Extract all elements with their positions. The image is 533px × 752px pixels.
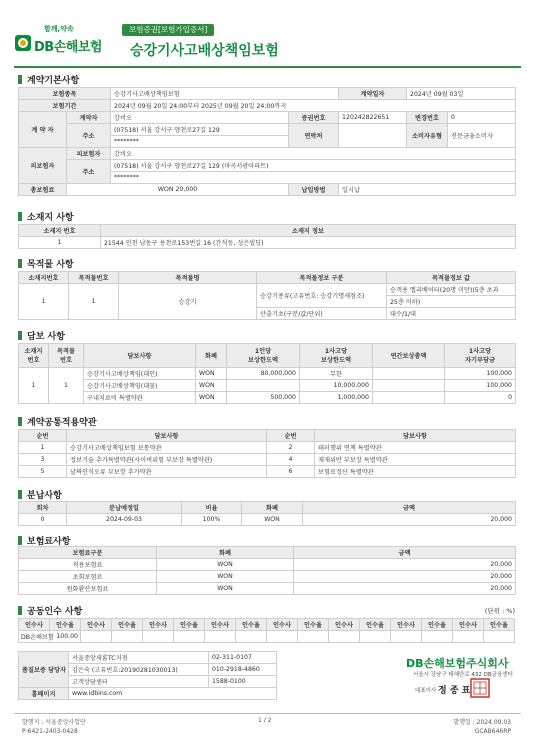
section-marker-icon <box>18 75 22 84</box>
footer-divider <box>14 713 521 714</box>
change-no-value: 0 <box>448 112 516 124</box>
coinsurer-header: 인수사 <box>205 619 236 631</box>
coinsurance-rate-header: 인수율 <box>484 619 515 631</box>
page-number: 1 / 2 <box>258 717 272 724</box>
coinsurance-table <box>18 618 515 643</box>
section-title-contract: 계약기본사항 <box>18 73 79 86</box>
coinsurance-rate <box>360 631 391 643</box>
center-name: 고객상담센터 <box>69 676 209 688</box>
coinsurer-header: 인수사 <box>81 619 112 631</box>
table-row <box>19 631 515 643</box>
section-title-installment: 분납사항 <box>18 488 62 501</box>
section-title-location: 소재지 사항 <box>18 210 74 223</box>
section-title-objects: 목적물 사항 <box>18 257 74 270</box>
contact-label: 품질보증 담당자 <box>19 652 69 688</box>
product-value: 승강기사고배상책임보험 <box>111 88 339 100</box>
clauses-table: 순번 담보사항 순번 담보사항 1 승강기사고배상책임보험 보통약관 2 테러행위 면책 특별약관 3 정보기술 추가특별약관(사이버위험 부보장 특별약관) 4 제재위반 부보장 특별약관 5 날짜인식오류 부보장 추가약관 6 보험료정산 특별약관 <box>18 429 516 478</box>
contractor-address-label: 주소 <box>67 124 111 148</box>
table-row: 1 21544 인천 남동구 용천로153번길 16 (간석동, 성은빌딩) <box>19 237 516 249</box>
coinsurer-header: 인수사 <box>391 619 422 631</box>
contract-table <box>18 87 516 196</box>
coinsurer-header: 인수사 <box>143 619 174 631</box>
coinsurer-name <box>329 631 360 643</box>
coinsurance-rate-header: 인수율 <box>174 619 205 631</box>
coinsurance-rate-header: 인수율 <box>50 619 81 631</box>
coinsurance-rate <box>298 631 329 643</box>
payment-label: 납입방법 <box>289 184 339 196</box>
coinsurer-header: 인수사 <box>19 619 50 631</box>
homepage-label: 홈페이지 <box>19 688 69 700</box>
coinsurer-name <box>81 631 112 643</box>
coinsurance-rate-header: 인수율 <box>422 619 453 631</box>
company-seal-icon <box>470 678 490 698</box>
payment-value: 일시납 <box>339 184 516 196</box>
insured-label: 피보험자 <box>19 148 67 184</box>
contractor-label: 계약자 <box>67 112 111 124</box>
issue-date: 발행일 : 2024.09.03 <box>453 719 511 726</box>
coinsurance-rate <box>174 631 205 643</box>
contract-date-label: 계약일자 <box>339 88 407 100</box>
coinsurance-rate: 100.00 <box>50 631 81 643</box>
company-name: DB손해보험주식회사 <box>406 657 509 670</box>
premium-label: 총보험료 <box>19 184 67 196</box>
section-marker-icon <box>18 259 22 268</box>
logo-tagline: 함께,약속 <box>44 25 74 33</box>
table-row: 0 2024-09-03 100% WON 20,000 <box>19 514 516 526</box>
form-code-right: GCAB646RP <box>474 728 511 735</box>
section-marker-icon <box>18 490 22 499</box>
coinsurer-name <box>267 631 298 643</box>
installment-table: 회차 분납예정일 비율 화폐 금액 0 2024-09-03 100% WON 20,000 <box>18 501 516 526</box>
location-header-info: 소재지 정보 <box>101 225 516 237</box>
ceo-name: 정 종 표 <box>438 686 471 696</box>
policyholder-label: 계 약 자 <box>19 112 67 148</box>
premium-table: 보험료구분 화폐 금액 적용보험료 WON 20,000 초회보험료 WON 20,000 원화환산보험료 WON 20,000 <box>18 546 516 595</box>
coinsurer-header: 인수사 <box>267 619 298 631</box>
section-title-premium: 보험료사항 <box>18 534 70 547</box>
company-address: 서울시 강남구 테헤란로 432 DB금융센터 <box>413 672 513 678</box>
homepage-link[interactable]: www.idbins.com <box>69 688 277 700</box>
coinsurance-rate <box>422 631 453 643</box>
table-row: 초회보험료 WON 20,000 <box>19 571 516 583</box>
consumer-type-value: 전문금융소비자 <box>448 124 516 148</box>
table-row: 적용보험료 WON 20,000 <box>19 559 516 571</box>
section-marker-icon <box>18 606 22 615</box>
section-title-coverage: 담보 사항 <box>18 329 65 342</box>
cert-no-value: 120242822651 <box>339 112 407 124</box>
coinsurance-rate <box>112 631 143 643</box>
premium-value: WON 20,000 <box>67 184 289 196</box>
table-row: 5 날짜인식오류 부보장 추가약관 6 보험료정산 특별약관 <box>19 466 516 478</box>
insured-address: (07518) 서울 강서구 양천로27길 129 (마곡서광아파트) <box>111 160 516 172</box>
contract-date-value: 2024년 09월 03일 <box>407 88 516 100</box>
contact-label: 연락처 <box>289 124 339 148</box>
office-tel: 02-311-0107 <box>209 652 277 664</box>
table-row: 원화환산보험료 WON 20,000 <box>19 583 516 595</box>
coinsurance-rate-header: 인수율 <box>360 619 391 631</box>
document-type-badge: 보험증권[보험가입증서] <box>122 24 214 36</box>
location-header-no: 소재지 번호 <box>19 225 101 237</box>
agent-name: 김은숙 (고유번호:20190281030013) <box>69 664 209 676</box>
cert-no-label: 증권번호 <box>289 112 339 124</box>
document-header <box>0 0 533 68</box>
form-code-left: P-6421-2403-0428 <box>22 728 78 735</box>
contractor-masked: ******** <box>111 136 289 148</box>
ceo-label: 대표이사 <box>415 688 437 694</box>
coinsurer-header: 인수사 <box>453 619 484 631</box>
product-label: 보험종목 <box>19 88 111 100</box>
center-tel: 1588-0100 <box>209 676 277 688</box>
period-value: 2024년 09월 20일 24:00부터 2025년 09월 20일 24:00까지 <box>111 100 516 112</box>
insured-value: 강비오 <box>111 148 516 160</box>
contact-value <box>339 124 407 148</box>
table-row: 1 승강기사고배상책임보험 보통약관 2 테러행위 면책 특별약관 <box>19 442 516 454</box>
contact-box <box>18 651 515 708</box>
insured-masked: ******** <box>111 172 516 184</box>
section-title-clauses: 계약공통적용약관 <box>18 415 97 428</box>
contractor-value: 강비오 <box>111 112 289 124</box>
consumer-type-label: 소비자유형 <box>407 124 448 148</box>
coinsurer-name <box>205 631 236 643</box>
table-row: 구내치료비 특별약관 WON 500,000 1,000,000 0 <box>19 392 516 404</box>
coinsurance-unit: (단위 : %) <box>484 607 515 615</box>
issuer: 발행지 : 서울중앙사업단 <box>22 719 86 726</box>
location-table <box>18 224 516 249</box>
insured-sub-label: 피보험자 <box>67 148 111 160</box>
coinsurer-name: DB손해보험 <box>19 631 50 643</box>
coinsurance-rate-header: 인수율 <box>112 619 143 631</box>
coinsurance-rate <box>236 631 267 643</box>
section-marker-icon <box>18 536 22 545</box>
db-logo-icon <box>14 34 32 52</box>
contractor-address: (07518) 서울 강서구 양천로27길 129 <box>111 124 289 136</box>
section-marker-icon <box>18 331 22 340</box>
coinsurance-rate-header: 인수율 <box>298 619 329 631</box>
coverage-table: 소재지 번호 목적물 번호 담보사항 화폐 1인당 보상한도액 1사고당 보상한도액 연간보상총액 1사고당 자기부담금 1 1 승강기사고배상책임(대인) WON 80,000,000 무한 100,000 승강기사고배상책임(대물) WON 10,000,000 100,000 구내치료비 특별약관 WON 500,000 1,000,000 0 <box>18 343 516 404</box>
logo-name: DB손해보험 <box>34 40 102 55</box>
coinsurance-rate <box>484 631 515 643</box>
change-no-label: 변경번호 <box>407 112 448 124</box>
table-row: 승강기사고배상책임(대물) WON 10,000,000 100,000 <box>19 380 516 392</box>
section-title-coinsurance: 공동인수 사항 <box>18 604 82 617</box>
contact-table <box>18 651 277 700</box>
office-name: 서울중앙새롬TC지점 <box>69 652 209 664</box>
coinsurer-name <box>453 631 484 643</box>
document-title: 승강기사고배상책임보험 <box>130 43 279 59</box>
section-marker-icon <box>18 417 22 426</box>
coinsurer-name <box>391 631 422 643</box>
table-row: 1 1 승강기사고배상책임(대인) WON 80,000,000 무한 100,000 <box>19 368 516 380</box>
insured-address-label: 주소 <box>67 160 111 184</box>
coinsurer-name <box>143 631 174 643</box>
section-marker-icon <box>18 212 22 221</box>
objects-table: 소재지번호 목적물번호 목적물명 목적물정보 구분 목적물정보 값 1 1 승강기 승강기종류(고유번호: 승강기명세참조) 승객용 엘리베이터(20명 미만)(5층 초과 25층 이하) 산출기초(구분/값/단위) 대수/1/대 <box>18 271 516 320</box>
agent-tel: 010-2918-4860 <box>209 664 277 676</box>
coinsurer-header: 인수사 <box>329 619 360 631</box>
coinsurance-rate-header: 인수율 <box>236 619 267 631</box>
header-divider <box>14 66 521 68</box>
table-row: 3 정보기술 추가특별약관(사이버위험 부보장 특별약관) 4 제재위반 부보장 특별약관 <box>19 454 516 466</box>
period-label: 보험기간 <box>19 100 111 112</box>
